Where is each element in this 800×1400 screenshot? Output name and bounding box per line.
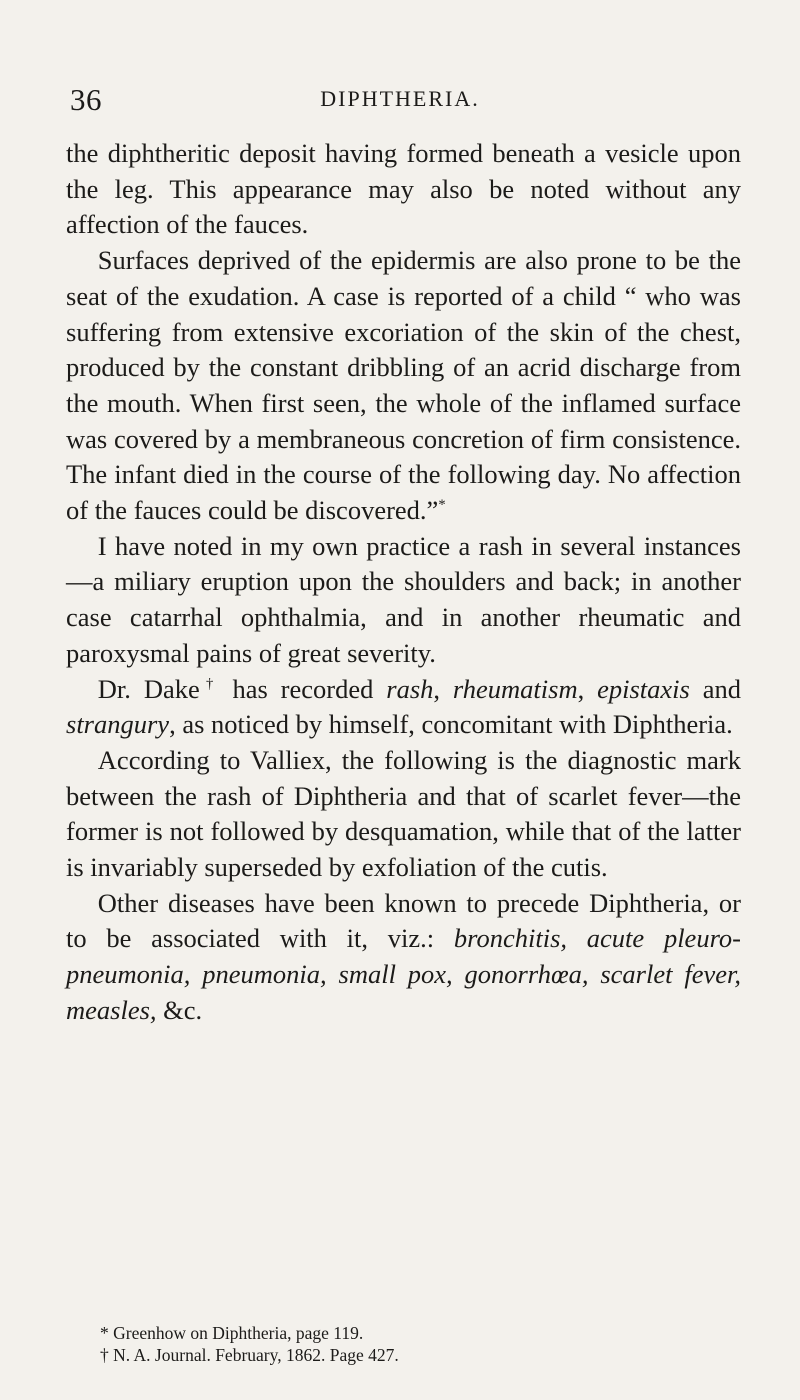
paragraph: Dr. Dake† has recorded rash, rheumatism, epistaxis and strangury, as noticed by himself, concomitant with Diphtheria. <box>66 673 742 740</box>
disease-list: bronchitis, acute pleuro-pneumonia, pneumonia, small pox, gonorrhœa, scarlet fever, measles, <box>66 923 741 1025</box>
footnotes <box>100 1322 720 1366</box>
paragraph: the diphtheritic deposit having formed beneath a vesicle upon the leg. This appearance may also be noted without any affection of the fauces. <box>66 138 741 240</box>
paragraph: Surfaces deprived of the epidermis are also prone to be the seat of the exudation. A case is reported of a child “ who was suffering from extensive excoriation of the skin of the chest, produced by the constant dribbling of an acrid discharge from the mouth. When first seen, the whole of the inflamed surface was covered by a membraneous concretion of firm consistence. The infant died in the course of the following day. No affection of the fauces could be discovered.”* <box>66 245 741 526</box>
footnote: † N. A. Journal. February, 1862. Page 427. <box>100 1345 399 1365</box>
footnote-marker: * <box>438 497 446 514</box>
page-number: 36 <box>70 82 102 117</box>
footnote: * Greenhow on Diphtheria, page 119. <box>100 1323 364 1343</box>
running-head <box>70 82 730 122</box>
paragraph: I have noted in my own practice a rash in several instances—a miliary eruption upon the shoulders and back; in another case catarrhal ophthalmia, and in another rheumatic and paroxysmal pains of great severity. <box>66 530 741 668</box>
footnote-marker: † <box>199 675 220 692</box>
body-text <box>66 136 741 1029</box>
paragraph: Other diseases have been known to precede Diphtheria, or to be associated with it, viz.: bronchitis, acute pleuro-pneumonia, pneumonia, small pox, gonorrhœa, scarlet fever, measles, &c. <box>66 887 741 1025</box>
paragraph: According to Valliex, the following is the diagnostic mark between the rash of Diphtheria and that of scarlet fever—the former is not followed by desquamation, while that of the latter is invariably superseded by exfoliation of the cutis. <box>66 744 741 883</box>
running-title: DIPHTHERIA. <box>320 86 480 111</box>
